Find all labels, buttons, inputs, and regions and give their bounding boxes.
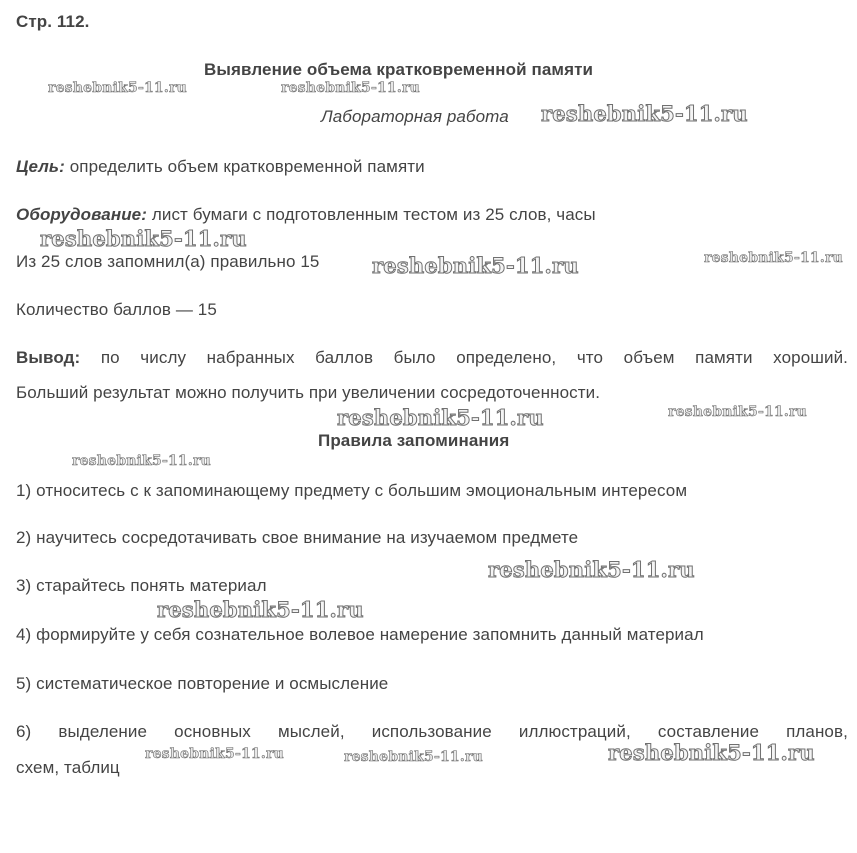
conclusion-word: что xyxy=(576,348,604,367)
watermark: reshebnik5-11.ru xyxy=(145,746,284,762)
goal-text: определить объем кратковременной памяти xyxy=(64,157,425,176)
watermark: reshebnik5-11.ru xyxy=(488,557,695,582)
rule-6-line-2: схем, таблиц xyxy=(16,758,120,777)
watermark: reshebnik5-11.ru xyxy=(72,453,211,469)
conclusion-word: числу xyxy=(140,348,187,367)
rule-6-word: 6) xyxy=(16,722,32,741)
watermark: reshebnik5-11.ru xyxy=(372,253,579,278)
conclusion-label: Вывод: xyxy=(16,348,81,367)
rule-item: 5) систематическое повторение и осмысление xyxy=(16,674,389,693)
conclusion-word: было xyxy=(393,348,436,367)
watermark: reshebnik5-11.ru xyxy=(704,250,843,266)
conclusion-word: памяти xyxy=(695,348,753,367)
conclusion-word: хороший. xyxy=(773,348,848,367)
rule-6-line-1 xyxy=(16,722,848,742)
conclusion-word: объем xyxy=(623,348,675,367)
watermark: reshebnik5-11.ru xyxy=(668,404,807,420)
page-number: Стр. 112. xyxy=(16,12,90,31)
watermark: reshebnik5-11.ru xyxy=(48,80,187,96)
watermark: reshebnik5-11.ru xyxy=(157,597,364,622)
document-title: Выявление объема кратковременной памяти xyxy=(204,60,594,79)
rule-6-word: использование xyxy=(371,722,492,741)
watermark: reshebnik5-11.ru xyxy=(608,740,815,765)
rule-6-word: основных xyxy=(174,722,251,741)
conclusion-line-1 xyxy=(16,348,848,368)
score-line: Количество баллов — 15 xyxy=(16,300,217,319)
result-line: Из 25 слов запомнил(а) правильно 15 xyxy=(16,252,320,271)
conclusion-word: набранных xyxy=(206,348,295,367)
rule-6-word: планов, xyxy=(786,722,848,741)
watermark: reshebnik5-11.ru xyxy=(541,101,748,126)
watermark: reshebnik5-11.ru xyxy=(344,749,483,765)
rule-6-word: мыслей, xyxy=(277,722,345,741)
rule-6-word: составление xyxy=(657,722,759,741)
rule-item: 2) научитесь сосредотачивать свое внимание на изучаемом предмете xyxy=(16,528,579,547)
document-subtitle: Лабораторная работа xyxy=(321,107,509,126)
equipment-text: лист бумаги с подготовленным тестом из 25 слов, часы xyxy=(147,205,596,224)
rule-item: 4) формируйте у себя сознательное волевое намерение запомнить данный материал xyxy=(16,625,704,644)
watermark: reshebnik5-11.ru xyxy=(281,80,420,96)
conclusion-word: баллов xyxy=(315,348,374,367)
rule-6-word: выделение xyxy=(58,722,148,741)
rules-title: Правила запоминания xyxy=(318,431,510,450)
rule-6-word: иллюстраций, xyxy=(518,722,631,741)
watermark: reshebnik5-11.ru xyxy=(337,405,544,430)
conclusion-word: по xyxy=(100,348,120,367)
conclusion-line-2: Больший результат можно получить при увеличении сосредоточенности. xyxy=(16,383,601,402)
watermark: reshebnik5-11.ru xyxy=(40,226,247,251)
rule-item: 3) старайтесь понять материал xyxy=(16,576,267,595)
conclusion-word: определено, xyxy=(456,348,557,367)
goal-paragraph xyxy=(16,157,425,177)
equipment-paragraph xyxy=(16,205,596,225)
equipment-label: Оборудование: xyxy=(16,205,147,224)
goal-label: Цель: xyxy=(16,157,65,176)
rule-item: 1) относитесь с к запоминающему предмету с большим эмоциональным интересом xyxy=(16,481,688,500)
